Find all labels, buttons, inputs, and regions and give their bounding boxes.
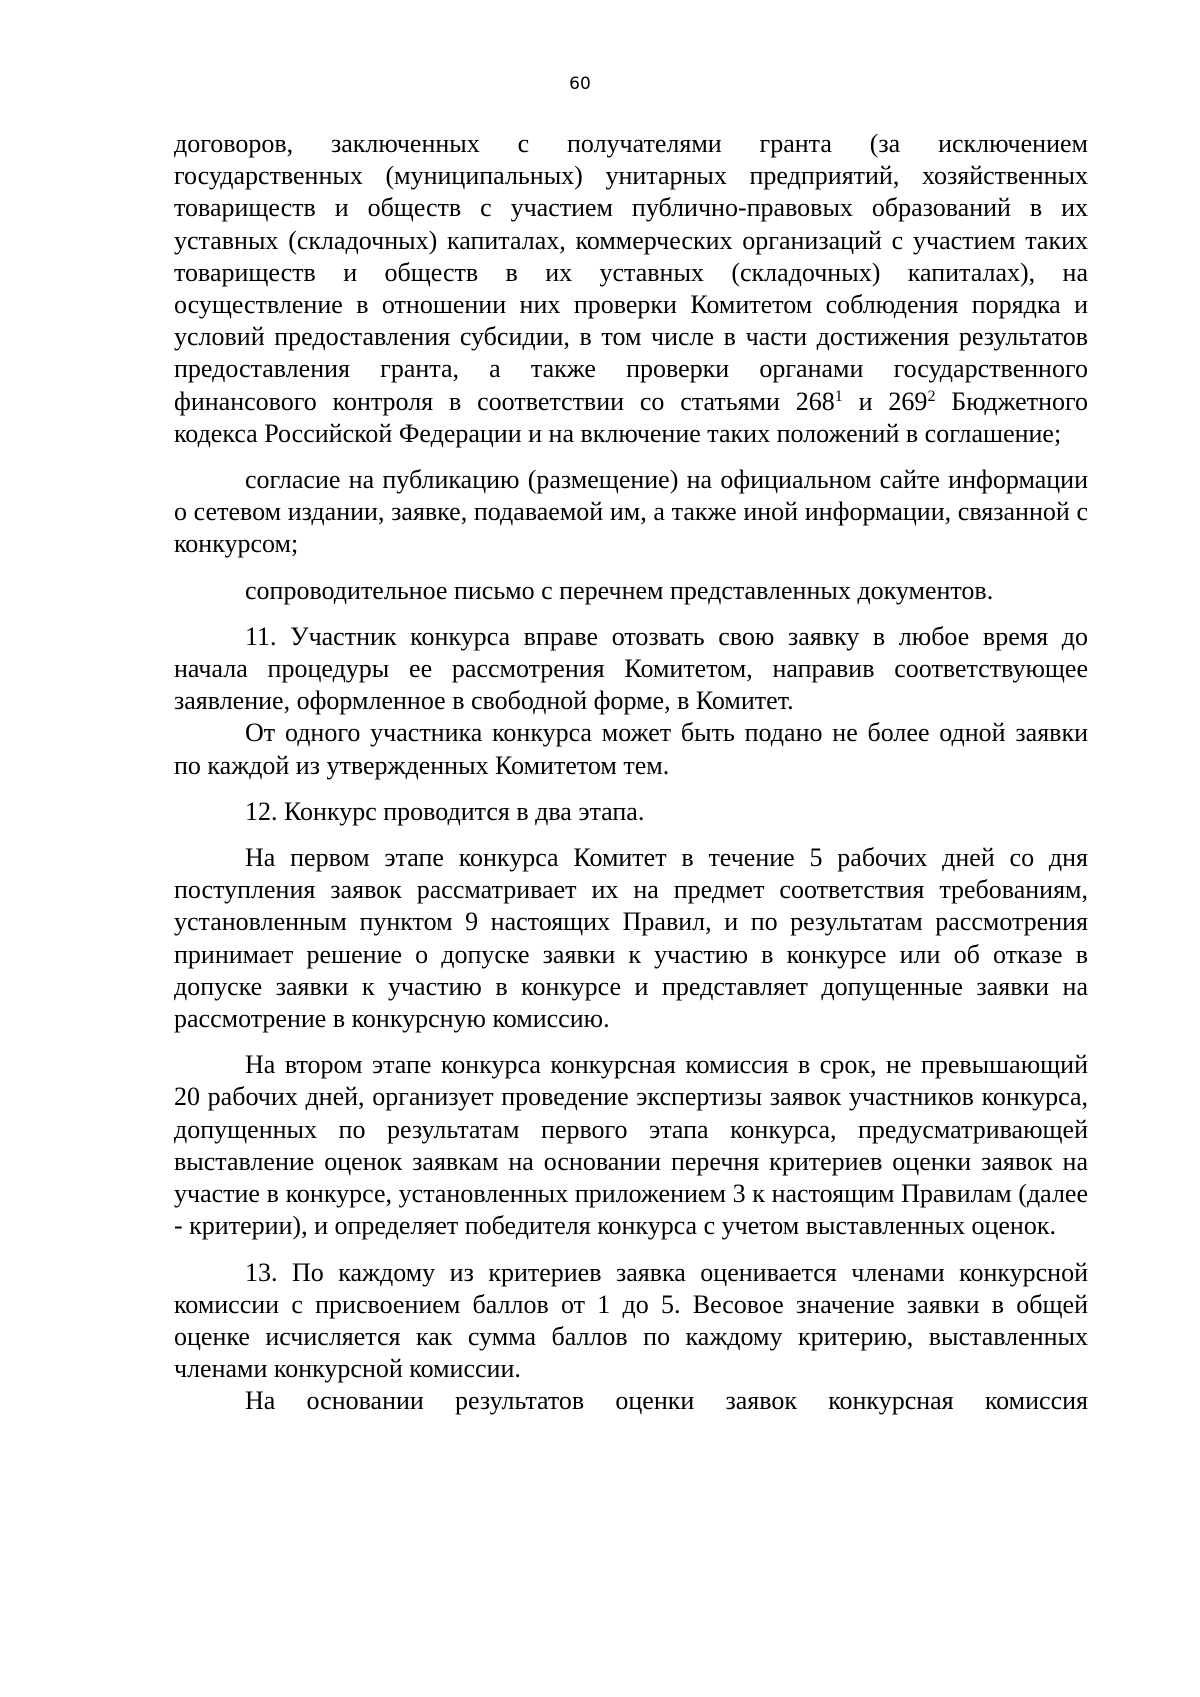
page-number: 60	[569, 74, 591, 94]
paragraph-item-13: 13. По каждому из критериев заявка оценивается членами конкурсной комиссии с присвоением баллов от 1 до 5. Весовое значение заявки в общей оценке исчисляется как сумма баллов по каждому критерию, выставленных членами конкурсной комиссии.	[174, 1257, 1088, 1384]
paragraph-text: договоров, заключенных с получателями гранта (за исключением государственных (муниципальных) унитарных предприятий, хозяйственных товариществ и обществ с участием публично-правовых образований в их уставных (складочных) капиталах, коммерческих организаций с участием таких товариществ и обществ в их уставных (складочных) капиталах), на осуществление в отношении них проверки Комитетом соблюдения порядка и условий предоставления субсидии, в том числе в части достижения результатов предоставления гранта, а также проверки органами государственного финансового контроля в соответствии со статьями 268	[174, 129, 1088, 416]
paragraph-cover-letter: сопроводительное письмо с перечнем представленных документов.	[245, 575, 994, 605]
paragraph-one-application-limit: От одного участника конкурса может быть подано не более одной заявки по каждой из утвержденных Комитетом тем.	[174, 718, 1088, 780]
paragraph-item-12: 12. Конкурс проводится в два этапа.	[245, 796, 645, 826]
paragraph-second-stage: На втором этапе конкурса конкурсная комиссия в срок, не превышающий 20 рабочих дней, организует проведение экспертизы заявок участников конкурса, допущенных по результатам первого этапа конкурса, предусматривающей выставление оценок заявкам на основании перечня критериев оценки заявок на участие в конкурсе, установленных приложением 3 к настоящим Правилам (далее - критерии), и определяет победителя конкурса с учетом выставленных оценок.	[174, 1050, 1088, 1241]
footnote-superscript: 2	[927, 387, 936, 405]
paragraph-first-stage: На первом этапе конкурса Комитет в течение 5 рабочих дней со дня поступления заявок рассматривает их на предмет соответствия требованиям, установленным пунктом 9 настоящих Правил, и по результатам рассмотрения принимает решение о допуске заявки к участию в конкурсе или об отказе в допуске заявки к участию в конкурсе и представляет допущенные заявки на рассмотрение в конкурсную комиссию.	[174, 843, 1088, 1034]
paragraph-evaluation-results: На основании результатов оценки заявок конкурсная комиссия	[245, 1386, 1088, 1416]
footnote-superscript: 1	[834, 387, 843, 405]
document-body	[174, 128, 1088, 1418]
paragraph-text: Бюджетного кодекса Российской Федерации и на включение таких положений в соглашение;	[174, 386, 1089, 448]
paragraph-contracts-audit	[174, 128, 1088, 450]
paragraph-item-11: 11. Участник конкурса вправе отозвать свою заявку в любое время до начала процедуры ее рассмотрения Комитетом, направив соответствующее заявление, оформленное в свободной форме, в Комитет.	[174, 621, 1088, 716]
paragraph-publication-consent: согласие на публикацию (размещение) на официальном сайте информации о сетевом издании, заявке, подаваемой им, а также иной информации, связанной с конкурсом;	[174, 465, 1088, 559]
paragraph-text: и 269	[842, 386, 928, 416]
